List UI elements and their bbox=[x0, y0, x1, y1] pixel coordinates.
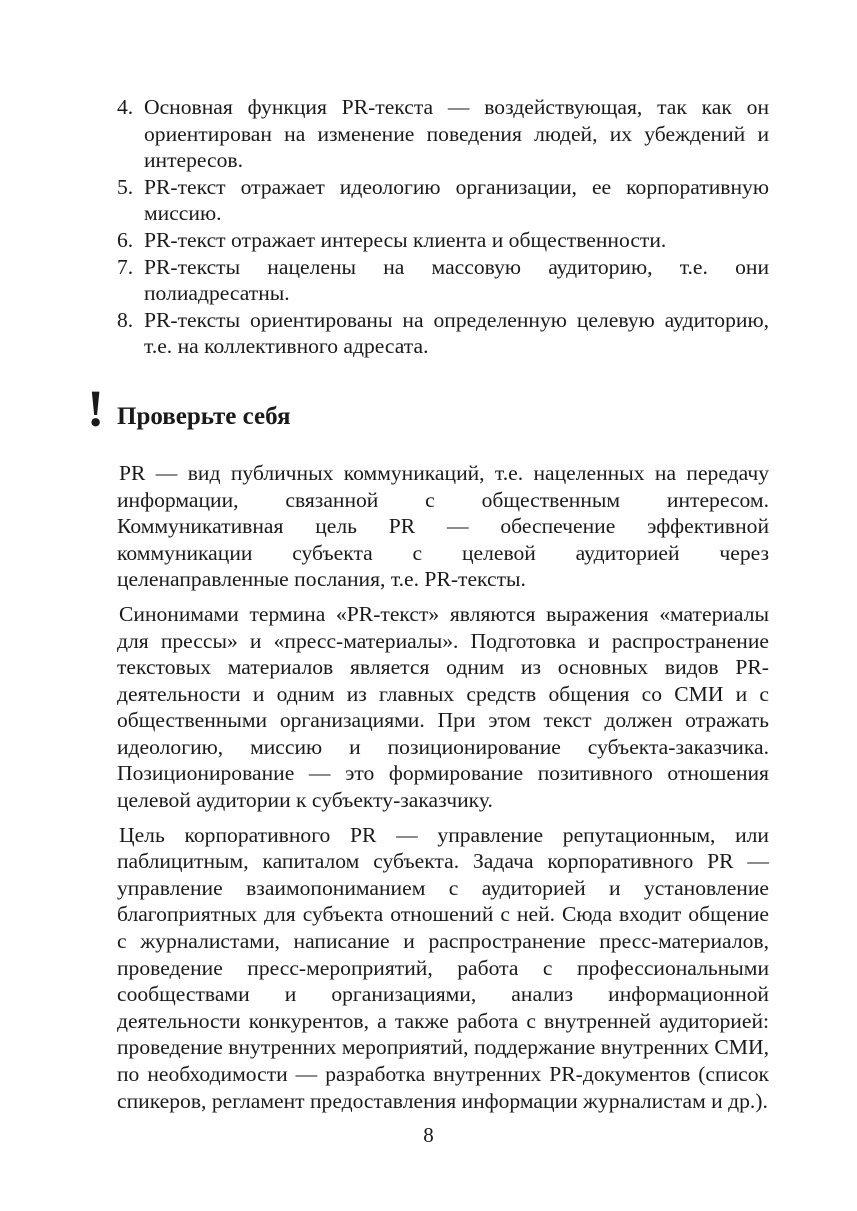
list-item-text: PR-тексты нацелены на массовую аудиторию, т.е. они полиадресатны. bbox=[144, 254, 769, 306]
list-item-number: 7. bbox=[117, 254, 134, 279]
list-item bbox=[117, 254, 769, 307]
numbered-list bbox=[117, 94, 769, 360]
paragraph: Синонимами термина «PR-текст» являются выражения «материалы для прессы» и «пресс-материалы». Подготовка и распространение текстовых материалов является одним из основных видов PR-деятельности и одним из главных средств общения со СМИ и с общественными организациями. При этом текст должен отражать идеологию, миссию и позиционирование субъекта-заказчика. Позиционирование — это формирование позитивного отношения целевой аудитории к субъекту-заказчику. bbox=[117, 601, 769, 813]
list-item bbox=[117, 307, 769, 360]
list-item-text: PR-тексты ориентированы на определенную целевую аудиторию, т.е. на коллективного адресата. bbox=[144, 307, 769, 359]
body-text bbox=[117, 460, 769, 1114]
section-title: Проверьте себя bbox=[117, 402, 291, 430]
list-item-text: PR-текст отражает интересы клиента и общественности. bbox=[144, 227, 667, 252]
exclamation-icon: ! bbox=[87, 380, 105, 438]
page-content bbox=[87, 94, 769, 1122]
page-number: 8 bbox=[423, 1123, 434, 1147]
list-item bbox=[117, 227, 769, 254]
paragraph: PR — вид публичных коммуникаций, т.е. нацеленных на передачу информации, связанной с общественным интересом. Коммуникативная цель PR — обеспечение эффективной коммуникации субъекта с целевой аудиторией через целенаправленные послания, т.е. PR-тексты. bbox=[117, 460, 769, 592]
section-heading bbox=[87, 380, 769, 438]
list-item-number: 6. bbox=[117, 227, 134, 252]
list-item-text: PR-текст отражает идеологию организации, ее корпоративную миссию. bbox=[144, 174, 769, 226]
list-item-number: 4. bbox=[117, 95, 134, 119]
list-item bbox=[117, 94, 769, 174]
list-item-number: 8. bbox=[117, 307, 134, 332]
list-item-number: 5. bbox=[117, 174, 134, 199]
paragraph: Цель корпоративного PR — управление репутационным, или паблицитным, капиталом субъекта. Задача корпоративного PR — управление взаимопониманием с аудиторией и установление благоприятных для субъекта отношений с ней. Сюда входит общение с журналистами, написание и распространение пресс-материалов, проведение пресс-мероприятий, работа с профессиональными сообществами и организациями, анализ информационной деятельности конкурентов, а также работа с внутренней аудиторией: проведение внутренних мероприятий, поддержание внутренних СМИ, по необходимости — разработка внутренних PR-документов (список спикеров, регламент предоставления информации журналистам и др.). bbox=[117, 822, 769, 1113]
list-item-text: Основная функция PR-текста — воздействующая, так как он ориентирован на изменение поведения людей, их убеждений и интересов. bbox=[144, 95, 769, 173]
list-item bbox=[117, 174, 769, 227]
